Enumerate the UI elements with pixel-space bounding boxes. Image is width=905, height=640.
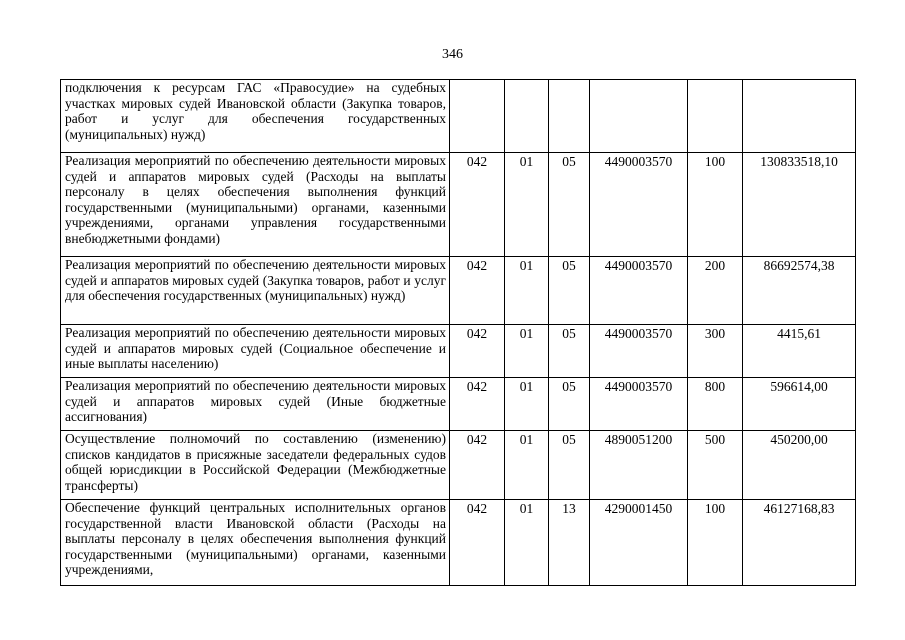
row-section: [505, 80, 549, 153]
row-subsection: 05: [549, 431, 590, 500]
table-row: [61, 257, 856, 325]
row-subsection: 05: [549, 325, 590, 378]
row-admin-code: [450, 80, 505, 153]
row-section: 01: [505, 500, 549, 586]
table-row: [61, 153, 856, 257]
row-expense-type: 100: [688, 153, 743, 257]
row-description: Осуществление полномочий по составлению (изменению) списков кандидатов в присяжные заседатели федеральных судов общей юрисдикции в Российской Федерации (Межбюджетные трансферты): [61, 431, 450, 500]
row-expense-type: 500: [688, 431, 743, 500]
row-subsection: 05: [549, 378, 590, 431]
row-admin-code: 042: [450, 378, 505, 431]
row-target-article: [590, 80, 688, 153]
row-expense-type: 800: [688, 378, 743, 431]
row-amount: 86692574,38: [743, 257, 856, 325]
row-expense-type: 200: [688, 257, 743, 325]
row-description: Реализация мероприятий по обеспечению деятельности мировых судей и аппаратов мировых судей (Социальное обеспечение и иные выплаты населению): [61, 325, 450, 378]
row-description: Обеспечение функций центральных исполнительных органов государственной власти Ивановской области (Расходы на выплаты персоналу в целях обеспечения выполнения функций государственными (муниципальными) органами, казенными учреждениями,: [61, 500, 450, 586]
row-description: Реализация мероприятий по обеспечению деятельности мировых судей и аппаратов мировых судей (Иные бюджетные ассигнования): [61, 378, 450, 431]
row-amount: [743, 80, 856, 153]
row-admin-code: 042: [450, 257, 505, 325]
row-amount: 46127168,83: [743, 500, 856, 586]
budget-table: [60, 79, 856, 586]
row-subsection: [549, 80, 590, 153]
row-expense-type: 100: [688, 500, 743, 586]
row-description: Реализация мероприятий по обеспечению деятельности мировых судей и аппаратов мировых судей (Закупка товаров, работ и услуг для обеспечения государственных (муниципальных) нужд): [61, 257, 450, 325]
row-section: 01: [505, 325, 549, 378]
page-number: 346: [442, 47, 463, 62]
table-row: [61, 500, 856, 586]
row-subsection: 13: [549, 500, 590, 586]
row-expense-type: [688, 80, 743, 153]
row-description: подключения к ресурсам ГАС «Правосудие» на судебных участках мировых судей Ивановской области (Закупка товаров, работ и услуг для обеспечения государственных (муниципальных) нужд): [61, 80, 450, 153]
row-admin-code: 042: [450, 500, 505, 586]
row-amount: 450200,00: [743, 431, 856, 500]
row-admin-code: 042: [450, 153, 505, 257]
row-target-article: 4490003570: [590, 257, 688, 325]
table-row: [61, 325, 856, 378]
table-row: [61, 80, 856, 153]
row-target-article: 4490003570: [590, 153, 688, 257]
row-subsection: 05: [549, 257, 590, 325]
row-target-article: 4890051200: [590, 431, 688, 500]
row-admin-code: 042: [450, 431, 505, 500]
row-section: 01: [505, 378, 549, 431]
row-section: 01: [505, 257, 549, 325]
row-admin-code: 042: [450, 325, 505, 378]
row-target-article: 4290001450: [590, 500, 688, 586]
row-expense-type: 300: [688, 325, 743, 378]
row-amount: 130833518,10: [743, 153, 856, 257]
row-subsection: 05: [549, 153, 590, 257]
row-target-article: 4490003570: [590, 378, 688, 431]
table-row: [61, 431, 856, 500]
row-description: Реализация мероприятий по обеспечению деятельности мировых судей и аппаратов мировых судей (Расходы на выплаты персоналу в целях обеспечения выполнения функций государственными (муниципальными) органами, казенными учреждениями, органами управления государственными внебюджетными фондами): [61, 153, 450, 257]
table-body: [61, 80, 856, 586]
row-amount: 4415,61: [743, 325, 856, 378]
row-section: 01: [505, 431, 549, 500]
row-target-article: 4490003570: [590, 325, 688, 378]
row-amount: 596614,00: [743, 378, 856, 431]
row-section: 01: [505, 153, 549, 257]
table-row: [61, 378, 856, 431]
